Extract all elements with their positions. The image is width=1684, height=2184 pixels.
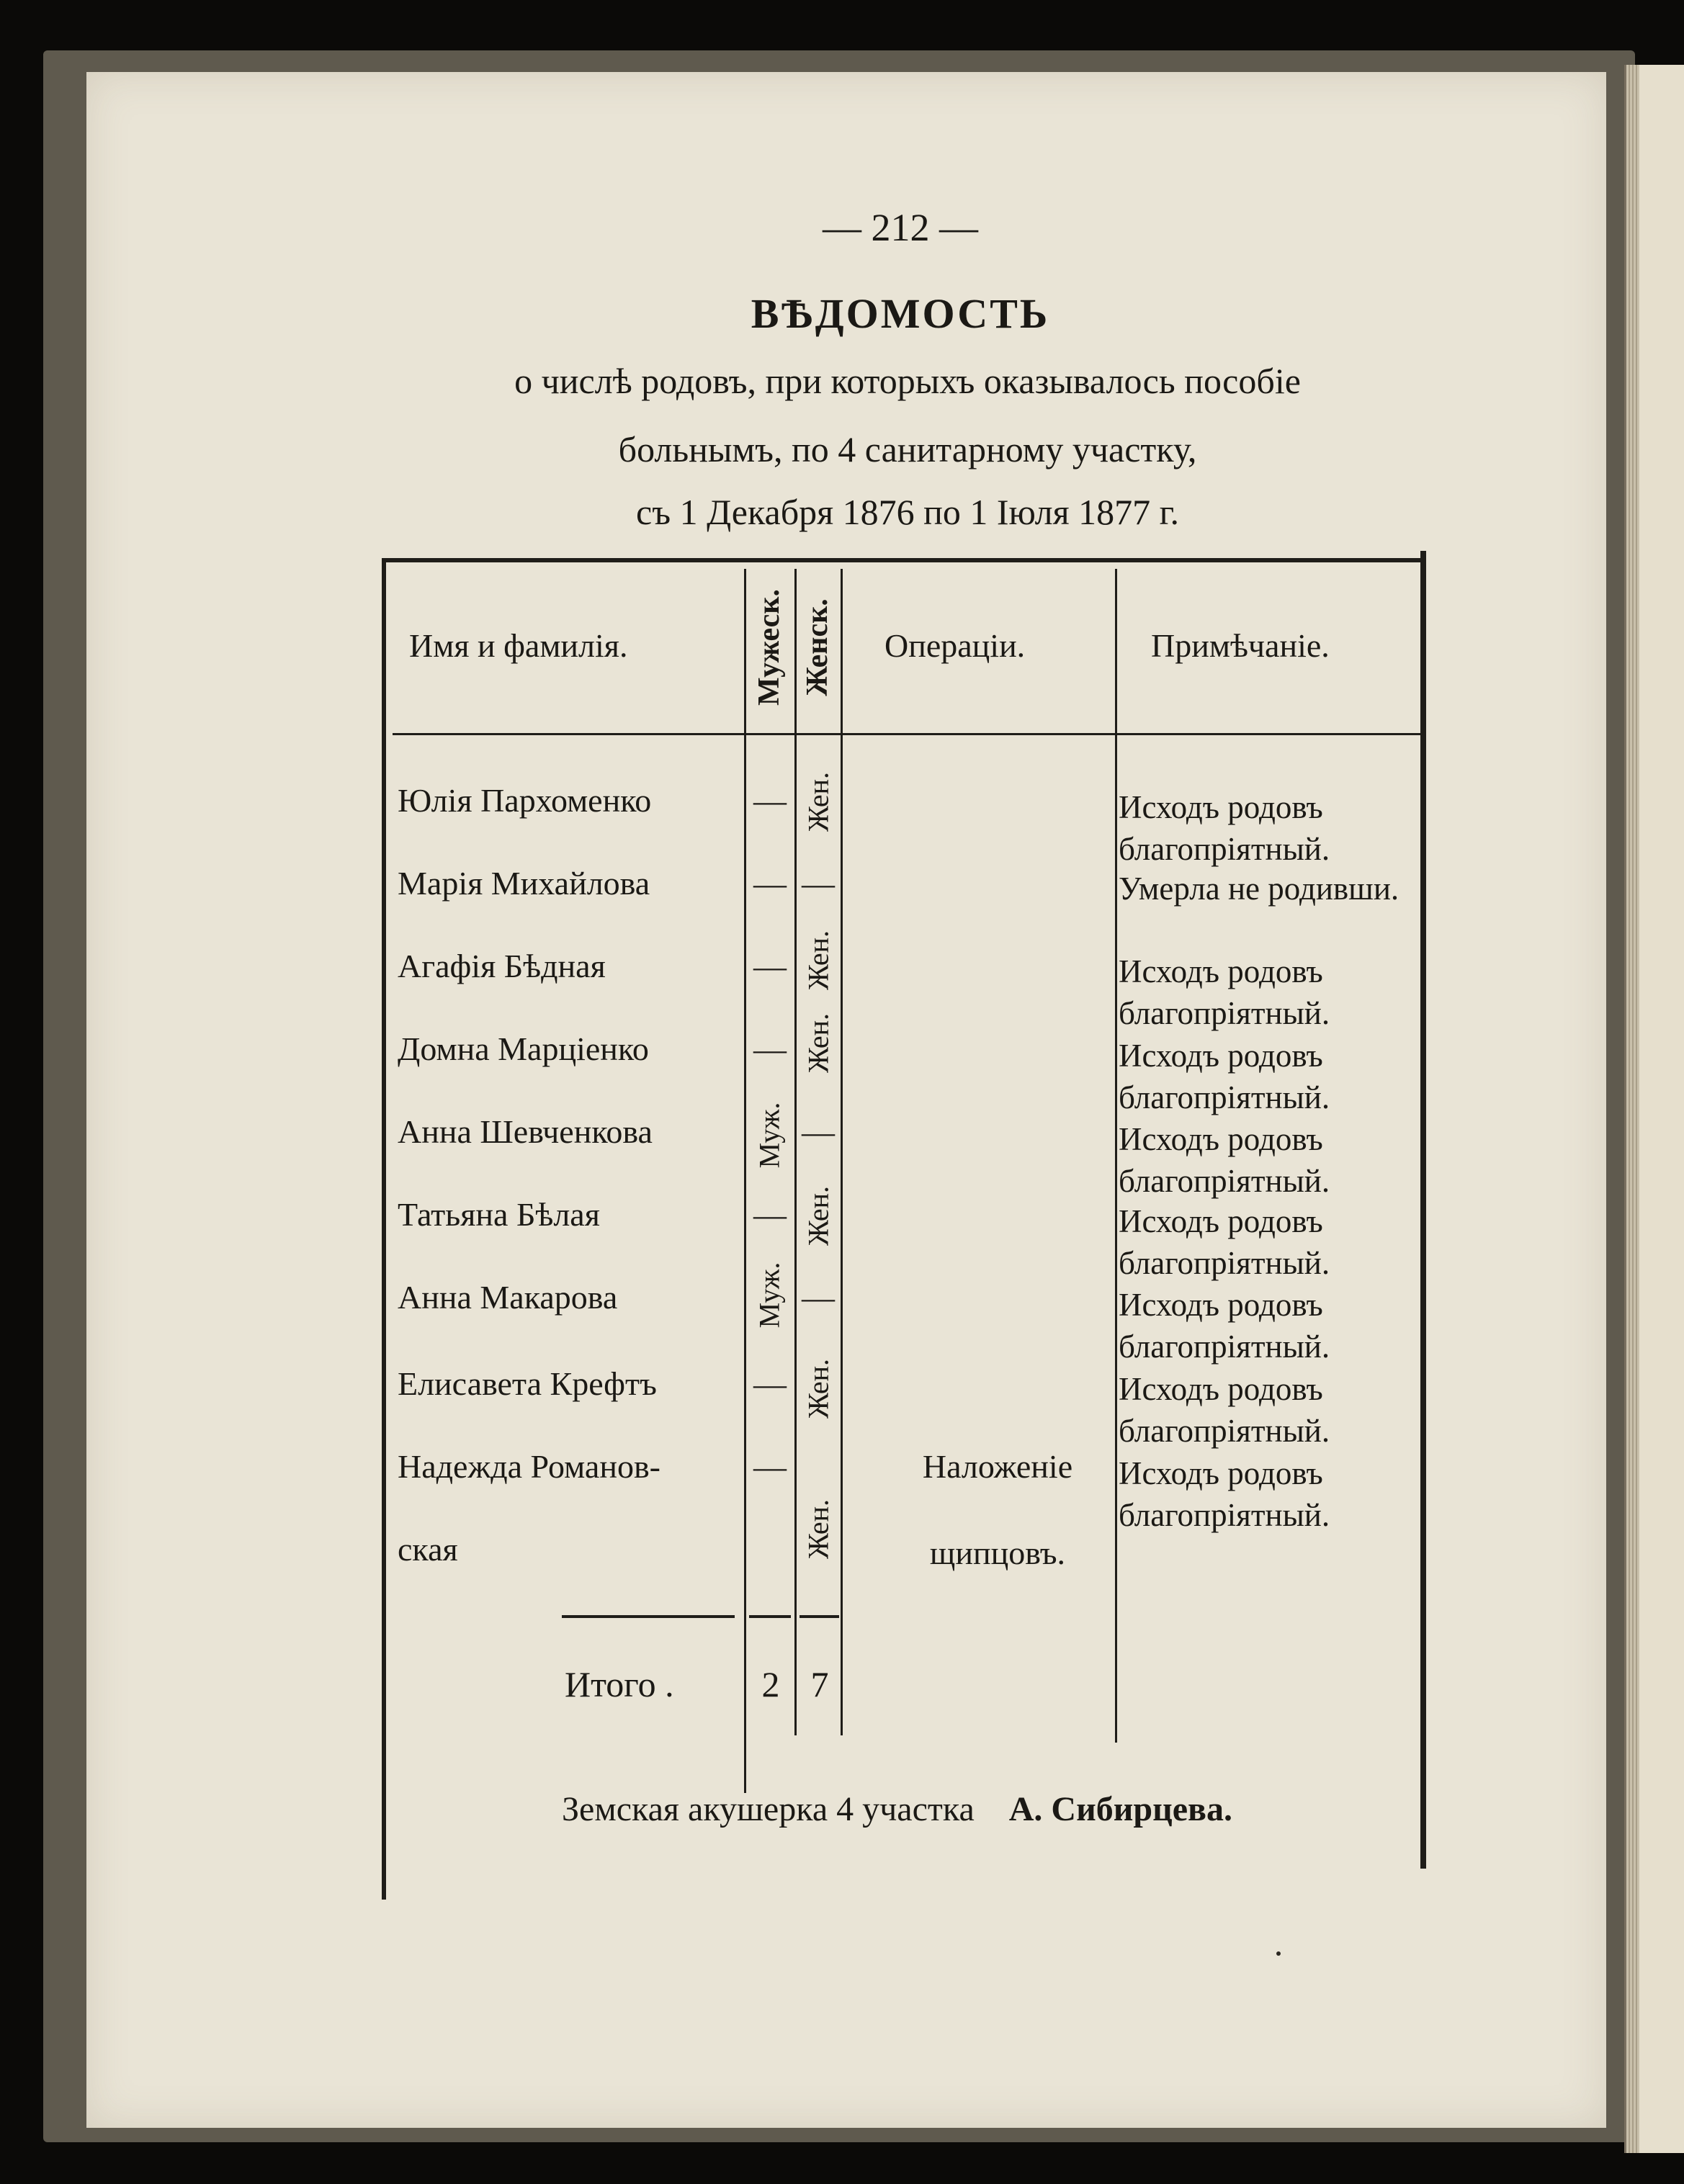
row-9-operation-line-2: щипцовъ. [929, 1534, 1066, 1571]
row-8-female: Жен. [802, 1359, 835, 1419]
row-1-male: — [753, 782, 787, 819]
page-stack-stripes [1626, 65, 1639, 2153]
signature-line [562, 1789, 1232, 1829]
row-8-name: Елисавета Крефтъ [398, 1365, 657, 1402]
column-rule-female-ops [841, 569, 843, 1735]
row-9-name-line-2: ская [398, 1531, 458, 1568]
column-rule-ops-notes [1115, 569, 1117, 1743]
page-number: — 212 — [823, 206, 978, 249]
row-2-name: Марія Михайлова [398, 865, 650, 902]
row-3-male: — [753, 948, 787, 984]
sum-rule-male [749, 1615, 791, 1618]
row-4-note: Исходъ родовъ благопріятный. [1119, 1038, 1330, 1115]
header-notes: Примѣчаніе. [1151, 627, 1330, 664]
row-9-name-line-1: Надежда Романов- [398, 1448, 660, 1485]
total-male: 2 [761, 1664, 780, 1704]
total-label: Итого . [565, 1664, 674, 1704]
header-female: Женск. [801, 598, 834, 696]
row-9-note: Исходъ родовъ благопріятный. [1119, 1455, 1330, 1533]
row-4-female: Жен. [802, 1013, 835, 1073]
table-header-rule [393, 733, 1423, 735]
subtitle-line-1: о числѣ родовъ, при которыхъ оказывалось пособіе [514, 361, 1301, 401]
header-operations: Операціи. [884, 627, 1026, 664]
row-9-female: Жен. [802, 1499, 835, 1559]
row-1-note: Исходъ родовъ благопріятный. [1119, 789, 1330, 867]
table-right-rule [1420, 551, 1426, 1869]
document-title: ВѢДОМОСТЬ [751, 290, 1050, 337]
row-1-name: Юлія Пархоменко [398, 782, 652, 819]
row-7-male: Муж. [753, 1262, 786, 1329]
row-3-female: Жен. [802, 930, 835, 990]
row-2-male: — [753, 865, 787, 902]
row-6-male: — [753, 1196, 787, 1233]
row-2-note: Умерла не родивши. [1119, 871, 1399, 907]
row-2-female: — [802, 865, 835, 902]
row-4-name: Домна Марціенко [398, 1030, 649, 1067]
subtitle-line-3: съ 1 Декабря 1876 по 1 Іюля 1877 г. [636, 492, 1179, 532]
sum-rule-name [562, 1615, 735, 1618]
row-7-note: Исходъ родовъ благопріятный. [1119, 1287, 1330, 1365]
total-female: 7 [810, 1664, 829, 1704]
row-7-name: Анна Макарова [398, 1279, 618, 1316]
row-6-female: Жен. [802, 1186, 835, 1246]
row-6-note: Исходъ родовъ благопріятный. [1119, 1203, 1330, 1281]
table-left-rule [382, 560, 386, 1900]
table-top-rule [382, 558, 1426, 562]
row-5-male: Муж. [753, 1102, 786, 1169]
column-rule-male-female [794, 569, 797, 1735]
signature-position: Земская акушерка 4 участка [562, 1790, 975, 1828]
row-5-name: Анна Шевченкова [398, 1113, 653, 1150]
sum-rule-female [800, 1615, 839, 1618]
row-8-note: Исходъ родовъ благопріятный. [1119, 1371, 1330, 1449]
row-5-note: Исходъ родовъ благопріятный. [1119, 1121, 1330, 1199]
next-page-edge [1624, 65, 1684, 2153]
row-3-name: Агафія Бѣдная [398, 948, 606, 984]
ink-speck [1276, 1951, 1281, 1956]
row-9-male: — [753, 1448, 787, 1485]
header-name: Имя и фамилія. [409, 627, 628, 664]
row-4-male: — [753, 1030, 787, 1067]
row-1-female: Жен. [802, 772, 835, 832]
row-5-female: — [802, 1113, 835, 1150]
header-male: Мужеск. [753, 589, 786, 706]
column-rule-name-male [744, 569, 746, 1793]
row-8-male: — [753, 1365, 787, 1402]
row-3-note: Исходъ родовъ благопріятный. [1119, 953, 1330, 1031]
signature-name: А. Сибирцева. [1008, 1790, 1232, 1828]
subtitle-line-2: больнымъ, по 4 санитарному участку, [618, 429, 1197, 469]
row-6-name: Татьяна Бѣлая [398, 1196, 600, 1233]
row-9-operation-line-1: Наложеніе [922, 1448, 1073, 1485]
row-7-female: — [802, 1279, 835, 1316]
